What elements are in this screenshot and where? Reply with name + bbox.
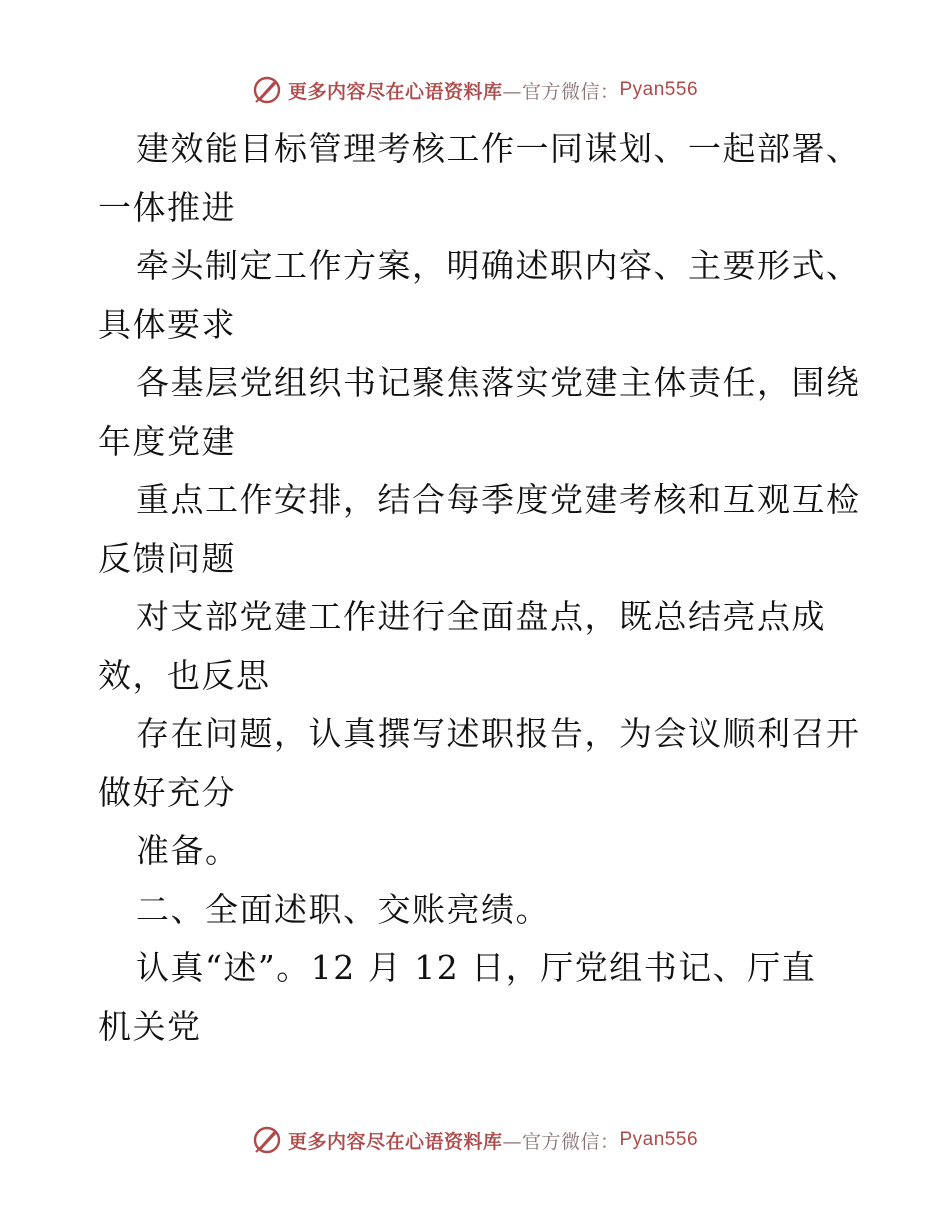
document-body (98, 120, 861, 1056)
body-line: 具体要求 (98, 304, 236, 344)
body-line: 建效能目标管理考核工作一同谋划、一起部署、 (136, 129, 861, 168)
banner-dash-text: —官方微信： (502, 1130, 620, 1153)
banner-wechat-id: Pyan556 (619, 1129, 699, 1150)
banner-dash-text: —官方微信： (502, 80, 620, 103)
body-line: 一体推进 (98, 187, 236, 227)
section-heading: 二、全面述职、交账亮绩。 (136, 889, 550, 929)
body-line: 认真“述”。12 月 12 日，厅党组书记、厅直 (136, 948, 817, 987)
body-line: 准备。 (136, 831, 240, 870)
body-line: 效，也反思 (98, 655, 271, 695)
body-line: 对支部党建工作进行全面盘点，既总结亮点成 (136, 597, 826, 636)
body-line: 做好充分 (98, 772, 236, 812)
body-line: 各基层党组织书记聚焦落实党建主体责任，围绕 (136, 363, 861, 402)
banner-main-text: 更多内容尽在心语资料库 (287, 1130, 503, 1153)
body-line: 牵头制定工作方案，明确述职内容、主要形式、 (136, 246, 861, 285)
body-line: 反馈问题 (98, 538, 236, 578)
banner-wechat-id: Pyan556 (619, 79, 699, 100)
footer-watermark (0, 1120, 950, 1160)
body-line: 年度党建 (98, 421, 236, 461)
quill-pen-logo-icon (252, 75, 282, 105)
header-watermark (0, 70, 950, 110)
body-line: 存在问题，认真撰写述职报告，为会议顺利召开 (136, 714, 861, 753)
body-line: 重点工作安排，结合每季度党建考核和互观互检 (136, 480, 861, 519)
body-line: 机关党 (98, 1006, 202, 1046)
quill-pen-logo-icon (252, 1125, 282, 1155)
banner-main-text: 更多内容尽在心语资料库 (287, 80, 503, 103)
